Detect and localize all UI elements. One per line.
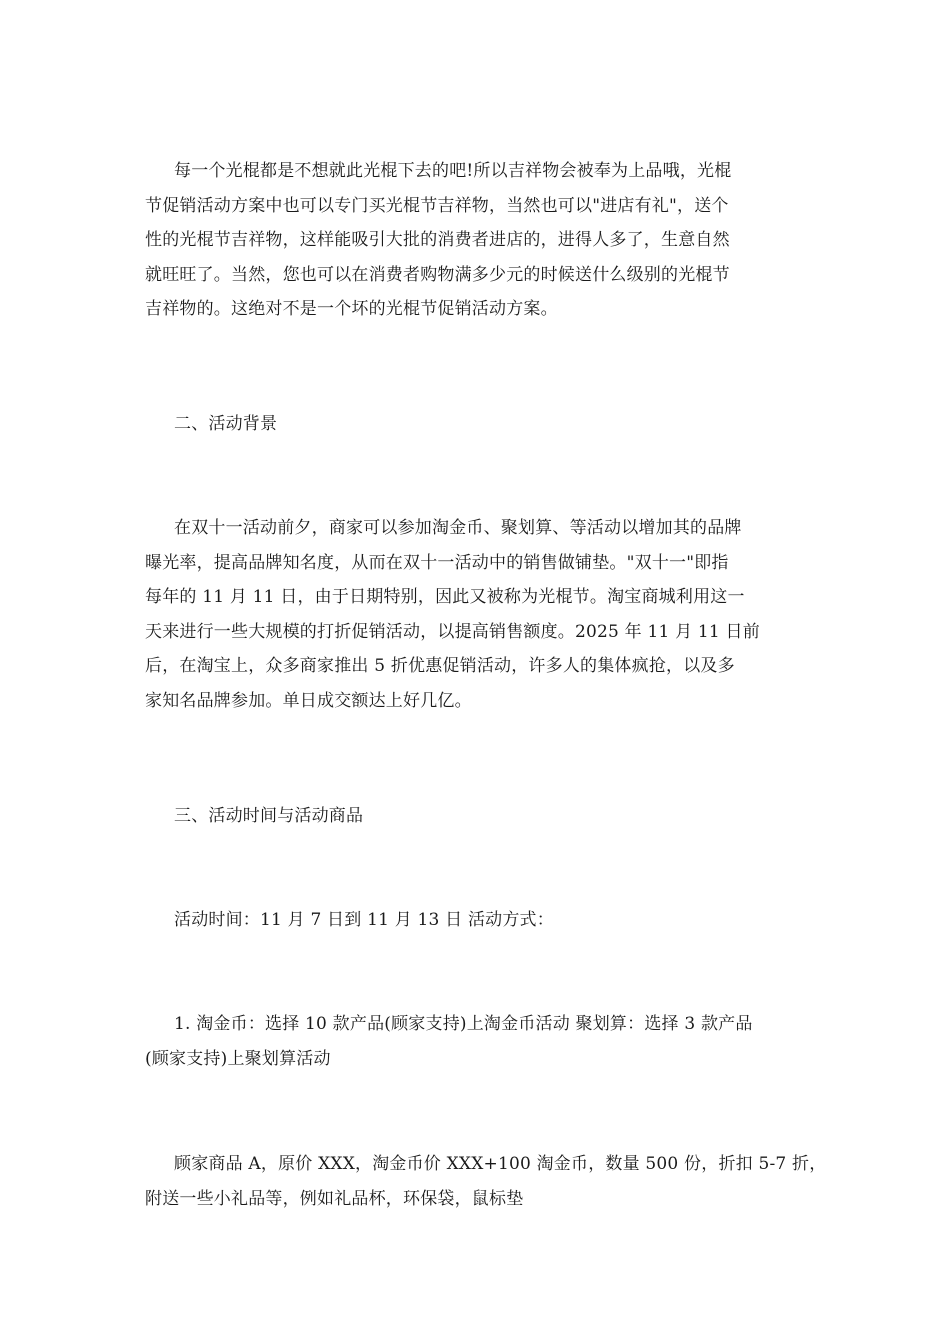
heading-text: 三、活动时间与活动商品 — [174, 806, 364, 826]
paragraph-activity-items — [145, 1007, 825, 1076]
text-line: 吉祥物的。这绝对不是一个坏的光棍节促销活动方案。 — [145, 299, 558, 319]
text-line: 1. 淘金币：选择 10 款产品(顾家支持)上淘金币活动 聚划算：选择 3 款产品 — [174, 1014, 753, 1034]
paragraph-product-a — [145, 1147, 825, 1216]
text-line: 每年的 11 月 11 日，由于日期特别，因此又被称为光棍节。淘宝商城利用这一 — [145, 587, 745, 607]
text-line: 家知名品牌参加。单日成交额达上好几亿。 — [145, 690, 472, 711]
heading-text: 二、活动背景 — [174, 414, 278, 434]
text-line: 曝光率，提高品牌知名度，从而在双十一活动中的销售做铺垫。"双十一"即指 — [145, 552, 729, 573]
text-line: 顾家商品 A，原价 XXX，淘金币价 XXX+100 淘金币，数量 500 份，折扣 5-7 折， — [174, 1154, 827, 1174]
text-line: (顾家支持)上聚划算活动 — [145, 1048, 331, 1069]
paragraph-activity-time — [145, 903, 825, 938]
text-line: 性的光棍节吉祥物，这样能吸引大批的消费者进店的，进得人多了，生意自然 — [145, 230, 730, 250]
section-heading-background — [145, 407, 825, 442]
text-line: 附送一些小礼品等，例如礼品杯，环保袋，鼠标垫 — [145, 1188, 524, 1209]
text-line: 活动时间：11 月 7 日到 11 月 13 日 活动方式： — [174, 910, 554, 930]
text-line: 节促销活动方案中也可以专门买光棍节吉祥物，当然也可以"进店有礼"，送个 — [145, 195, 729, 216]
text-line: 在双十一活动前夕，商家可以参加淘金币、聚划算、等活动以增加其的品牌 — [174, 518, 742, 538]
paragraph-mascot — [145, 154, 825, 327]
paragraph-background — [145, 511, 825, 718]
text-line: 天来进行一些大规模的打折促销活动，以提高销售额度。2025 年 11 月 11 日前 — [145, 621, 760, 642]
text-line: 就旺旺了。当然，您也可以在消费者购物满多少元的时候送什么级别的光棍节 — [145, 264, 730, 285]
text-line: 后，在淘宝上，众多商家推出 5 折优惠促销活动，许多人的集体疯抢，以及多 — [145, 656, 735, 676]
text-line: 每一个光棍都是不想就此光棍下去的吧!所以吉祥物会被奉为上品哦，光棍 — [174, 161, 732, 181]
section-heading-time-products — [145, 799, 825, 834]
